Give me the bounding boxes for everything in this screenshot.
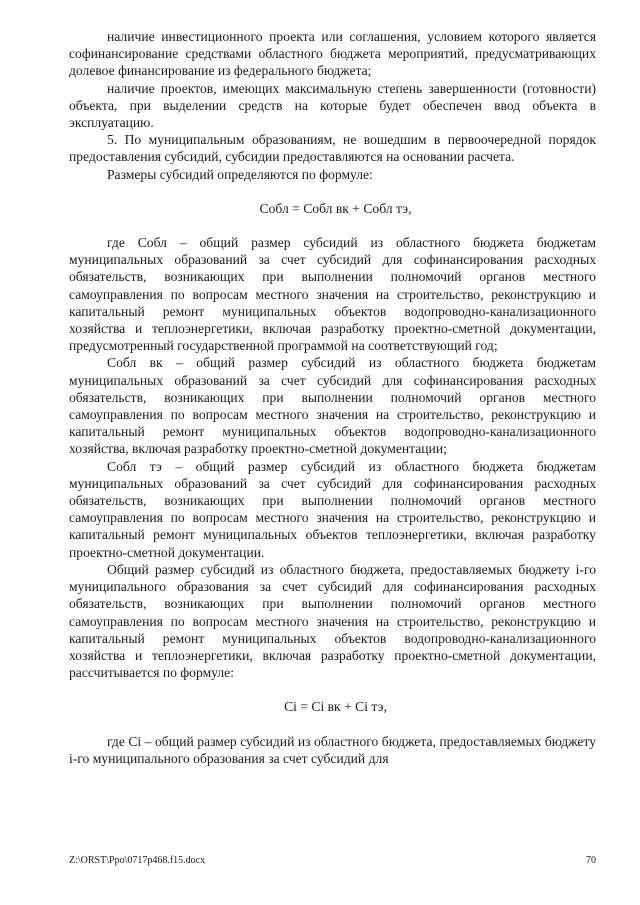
page-footer xyxy=(69,854,596,868)
paragraph-project-readiness: наличие проектов, имеющих максимальную степень завершенности (готовности) объекта, при выделении средств на которые будет обеспечен ввод объекта в эксплуатацию. xyxy=(69,80,596,131)
paragraph-formula-intro: Размеры субсидий определяются по формуле: xyxy=(107,166,373,182)
paragraph-ci-definition: где Ci – общий размер субсидий из областного бюджета, предоставляемых бюджету i-го муниципального образования за счет субсидий для xyxy=(69,733,596,766)
page-number: 70 xyxy=(586,855,596,866)
paragraph-sobl-te-definition: Собл тэ – общий размер субсидий из областного бюджета бюджетам муниципальных образований за счет субсидий для софинансирования расходных обязательств, возникающих при выполнении полномочий органов местного самоуправления по вопросам местного значения на строительство, реконструкцию и капитальный ремонт муниципальных объектов теплоэнергетики, включая разработку проектно-сметной документации. xyxy=(69,458,596,560)
paragraph-total-size-i: Общий размер субсидий из областного бюджета, предоставляемых бюджету i-го муниципального образования за счет субсидий для софинансирования расходных обязательств, возникающих при выполнении полномочий органов местного самоуправления по вопросам местного значения на строительство, реконструкцию и капитальный ремонт муниципальных объектов водопроводно-канализационного хозяйства и теплоэнергетики, включая разработку проектно-сметной документации, рассчитывается по формуле: xyxy=(69,561,596,681)
page-body xyxy=(69,28,596,767)
formula-total-subsidy: Собл = Собл вк + Собл тэ, xyxy=(259,200,412,216)
paragraph-investment-project: наличие инвестиционного проекта или соглашения, условием которого является софинансирование средствами областного бюджета мероприятий, предусматривающих долевое финансирование из федерального бюджета; xyxy=(69,29,596,79)
formula-ci: Ci = Ci вк + Ci тэ, xyxy=(284,699,387,715)
footer-file-path: Z:\ORST\Ppo\0717p468.f15.docx xyxy=(69,855,206,866)
paragraph-sobl-vk-definition: Собл вк – общий размер субсидий из областного бюджета бюджетам муниципальных образований за счет субсидий для софинансирования расходных обязательств, возникающих при выполнении полномочий органов местного самоуправления по вопросам местного значения на строительство, реконструкцию и капитальный ремонт муниципальных объектов водопроводно-канализационного хозяйства, включая разработку проектно-сметной документации; xyxy=(69,355,596,457)
paragraph-sobl-definition: где Собл – общий размер субсидий из областного бюджета бюджетам муниципальных образований за счет субсидий для софинансирования расходных обязательств, возникающих при выполнении полномочий органов местного самоуправления по вопросам местного значения на строительство, реконструкцию и капитальный ремонт муниципальных объектов водопроводно-канализационного хозяйства и теплоэнергетики, включая разработку проектно-сметной документации, предусмотренный государственной программой на соответствующий год; xyxy=(69,235,596,354)
paragraph-item-5: 5. По муниципальным образованиям, не вошедшим в первоочередной порядок предоставления субсидий, субсидии предоставляются на основании расчета. xyxy=(69,132,596,165)
